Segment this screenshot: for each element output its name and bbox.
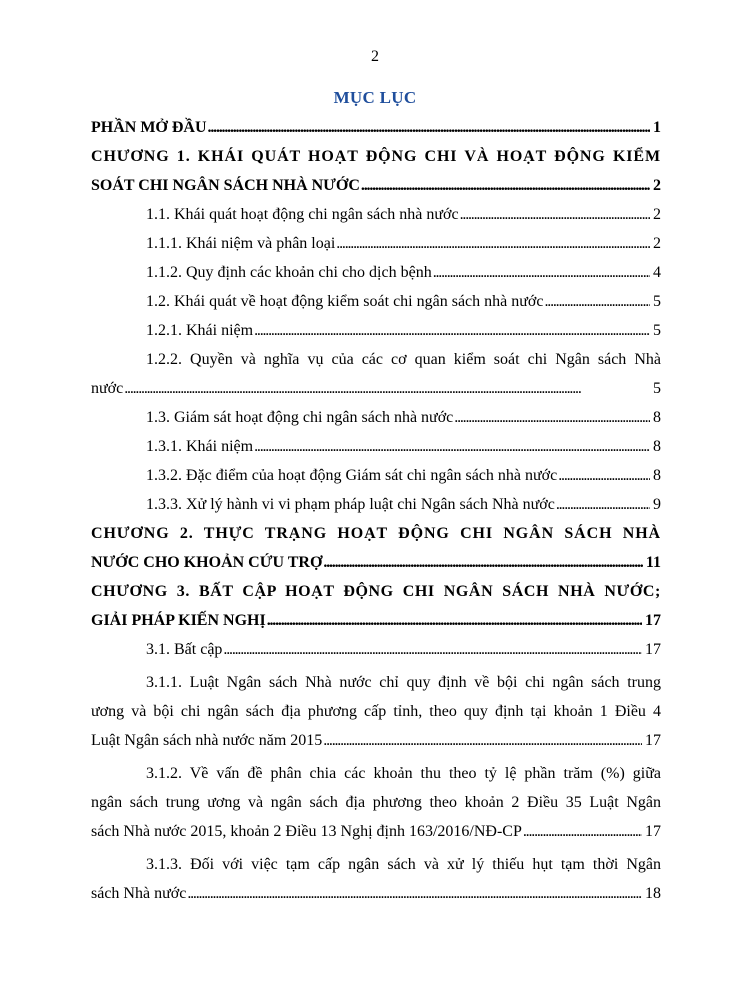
toc-page-number: 2 [653, 206, 661, 223]
table-of-contents [91, 113, 661, 908]
toc-entry-text: 1.2.2. Quyền và nghĩa vụ của các cơ quan kiểm soát chi Ngân sách Nhà [146, 351, 661, 368]
toc-page-number: 5 [653, 293, 661, 310]
toc-entry-text: 1.1.1. Khái niệm và phân loại [146, 235, 336, 252]
toc-entry-text: 3.1.2. Về vấn đề phân chia các khoản thu theo tỷ lệ phần trăm (%) giữa [146, 765, 661, 782]
toc-entry-text: SOÁT CHI NGÂN SÁCH NHÀ NƯỚC [91, 177, 360, 194]
toc-entry-text: 3.1. Bất cập [146, 641, 223, 658]
toc-entry-section-3-1-3[interactable] [91, 850, 661, 908]
toc-entry-text: 1.1.2. Quy định các khoản chi cho dịch bệnh [146, 264, 432, 281]
page-number: 2 [371, 48, 379, 65]
toc-page-number: 5 [653, 380, 661, 397]
toc-entry-section-1-1-1[interactable] [91, 229, 661, 258]
toc-page-number: 1 [653, 119, 661, 136]
toc-entry-text: 1.3.3. Xử lý hành vi vi phạm pháp luật chi Ngân sách Nhà nước [146, 496, 555, 513]
toc-entry-text: GIẢI PHÁP KIẾN NGHỊ [91, 612, 266, 629]
toc-page-number: 5 [653, 322, 661, 339]
toc-page-number: 2 [653, 235, 661, 252]
toc-entry-text: 1.2.1. Khái niệm [146, 322, 254, 339]
toc-page-number: 17 [645, 612, 661, 629]
toc-entry-text: ngân sách trung ương và ngân sách địa phương theo khoản 2 Điều 35 Luật Ngân [91, 794, 661, 811]
toc-entry-section-3-1-1[interactable] [91, 668, 661, 755]
toc-title: MỤC LỤC [333, 88, 417, 107]
toc-entry-text: 1.1. Khái quát hoạt động chi ngân sách nhà nước [146, 206, 459, 223]
toc-entry-text: 1.3.1. Khái niệm [146, 438, 254, 455]
toc-entry-text: 3.1.1. Luật Ngân sách Nhà nước chỉ quy định về bội chi ngân sách trung [146, 674, 661, 691]
toc-entry-text: CHƯƠNG 2. THỰC TRẠNG HOẠT ĐỘNG CHI NGÂN SÁCH NHÀ [91, 525, 661, 542]
toc-entry-text: 1.3. Giám sát hoạt động chi ngân sách nhà nước [146, 409, 454, 426]
toc-entry-text: CHƯƠNG 3. BẤT CẬP HOẠT ĐỘNG CHI NGÂN SÁCH NHÀ NƯỚC; [91, 583, 661, 600]
toc-page-number: 4 [653, 264, 661, 281]
toc-entry-text: NƯỚC CHO KHOẢN CỨU TRỢ [91, 554, 323, 571]
toc-page-number: 8 [653, 467, 661, 484]
toc-entry-text: sách Nhà nước 2015, khoản 2 Điều 13 Nghị định 163/2016/NĐ-CP [91, 823, 522, 840]
toc-entry-chapter-3[interactable] [91, 577, 661, 635]
toc-page-number: 17 [645, 732, 661, 749]
toc-entry-section-1-3-3[interactable] [91, 490, 661, 519]
toc-entry-section-1-3[interactable] [91, 403, 661, 432]
toc-page-number: 8 [653, 409, 661, 426]
toc-entry-text: 1.2. Khái quát về hoạt động kiểm soát chi ngân sách nhà nước [146, 293, 544, 310]
toc-page-number: 11 [645, 554, 661, 571]
toc-page-number: 18 [645, 885, 661, 902]
toc-entry-text: PHẦN MỞ ĐẦU [91, 119, 207, 136]
toc-entry-section-3-1[interactable] [91, 635, 661, 664]
toc-page-number: 9 [653, 496, 661, 513]
toc-entry-introduction[interactable] [91, 113, 661, 142]
toc-entry-text: nước [91, 380, 124, 397]
toc-entry-text: 3.1.3. Đối với việc tạm cấp ngân sách và xử lý thiếu hụt tạm thời Ngân [146, 856, 661, 873]
toc-entry-section-3-1-2[interactable] [91, 759, 661, 846]
toc-entry-text: CHƯƠNG 1. KHÁI QUÁT HOẠT ĐỘNG CHI VÀ HOẠT ĐỘNG KIỂM [91, 148, 661, 165]
toc-entry-section-1-3-2[interactable] [91, 461, 661, 490]
toc-entry-chapter-1[interactable] [91, 142, 661, 200]
toc-entry-text: sách Nhà nước [91, 885, 187, 902]
toc-entry-section-1-3-1[interactable] [91, 432, 661, 461]
toc-entry-text: ương và bội chi ngân sách địa phương cấp tỉnh, theo quy định tại khoản 1 Điều 4 [91, 703, 661, 720]
toc-entry-section-1-1-2[interactable] [91, 258, 661, 287]
toc-entry-chapter-2[interactable] [91, 519, 661, 577]
toc-page-number: 17 [645, 823, 661, 840]
toc-page-number: 8 [653, 438, 661, 455]
toc-entry-section-1-1[interactable] [91, 200, 661, 229]
toc-entry-section-1-2-2[interactable] [91, 345, 661, 403]
toc-entry-text: 1.3.2. Đặc điểm của hoạt động Giám sát chi ngân sách nhà nước [146, 467, 558, 484]
toc-entry-section-1-2-1[interactable] [91, 316, 661, 345]
toc-entry-section-1-2[interactable] [91, 287, 661, 316]
toc-page-number: 2 [653, 177, 661, 194]
toc-page-number: 17 [645, 641, 661, 658]
toc-entry-text: Luật Ngân sách nhà nước năm 2015 [91, 732, 323, 749]
